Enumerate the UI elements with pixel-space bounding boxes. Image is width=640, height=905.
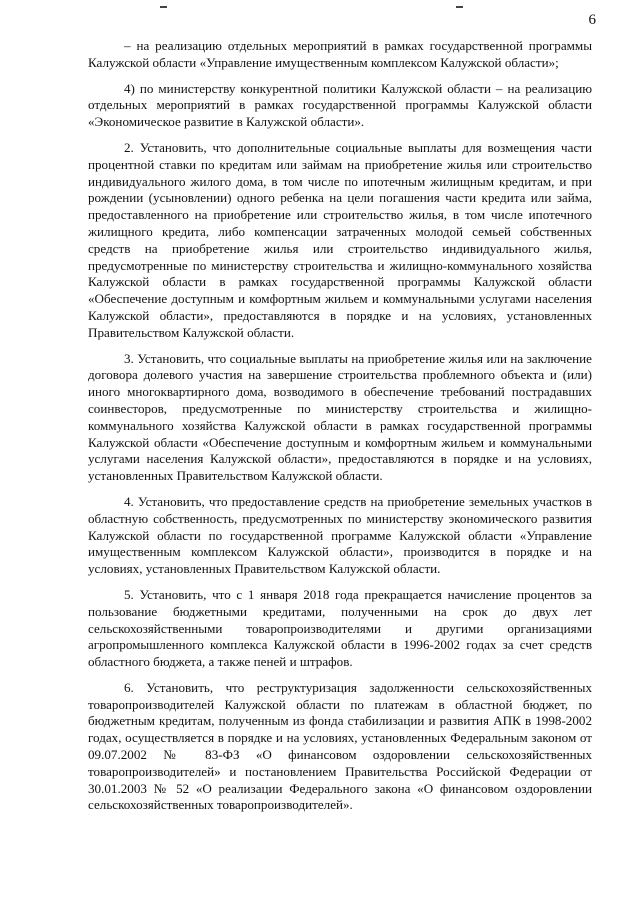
paragraph-clause-5: 5. Установить, что с 1 января 2018 года прекращается начисление процентов за пользование бюджетными кредитами, полученными на срок до двух лет сельскохозяйственными товаропроизводителями и другими организациями агропромышленного комплекса Калужской области в 1996-2002 годах за счет средств областного бюджета, а также пеней и штрафов. — [88, 586, 592, 670]
paragraph-program-property: – на реализацию отдельных мероприятий в рамках государственной программы Калужской области «Управление имущественным комплексом Калужской области»; — [88, 38, 592, 70]
page-number: 6 — [588, 12, 596, 28]
paragraph-clause-4: 4. Установить, что предоставление средств на приобретение земельных участков в областную собственность, предусмотренных по министерству экономического развития Калужской области по государственной программе Калужской области «Управление имущественным комплексом Калужской области», производится в порядке и на условиях, установленных Правительством Калужской области. — [88, 493, 592, 577]
paragraph-clause-6: 6. Установить, что реструктуризация задолженности сельскохозяйственных товаропроизводителей Калужской области по платежам в областной бюджет, по бюджетным кредитам, полученным из фонда стабилизации и развития АПК в 1998-2002 годах, осуществляется в порядке и на условиях, установленных Федеральным законом от 09.07.2002 № 83-ФЗ «О финансовом оздоровлении сельскохозяйственных товаропроизводителей» и постановлением Правительства Российской Федерации от 30.01.2003 № 52 «О реализации Федерального закона «О финансовом оздоровлении сельскохозяйственных товаропроизводителей». — [88, 679, 592, 813]
scan-mark — [456, 6, 463, 8]
paragraph-item-4-competition: 4) по министерству конкурентной политики Калужской области – на реализацию отдельных мероприятий в рамках государственной программы Калужской области «Экономическое развитие в Калужской области». — [88, 80, 592, 130]
paragraph-clause-2: 2. Установить, что дополнительные социальные выплаты для возмещения части процентной ставки по кредитам или займам на приобретение жилья или строительство индивидуального жилого дома, в том числе по ипотечным жилищным кредитам, и при рождении (усыновлении) одного ребенка на цели погашения части кредита или займа, предоставленного на приобретение или строительство жилья, в том числе ипотечного жилищного кредита, либо компенсации затраченных молодой семьей собственных средств на приобретение жилья или строительство индивидуального жилья, предусмотренные по министерству строительства и жилищно-коммунального хозяйства Калужской области в рамках государственной программы Калужской области «Обеспечение доступным и комфортным жильем и коммунальными услугами населения Калужской области», предоставляются в порядке и на условиях, установленных Правительством Калужской области. — [88, 139, 592, 340]
paragraph-clause-3: 3. Установить, что социальные выплаты на приобретение жилья или на заключение договора долевого участия на завершение строительства проблемного объекта и (или) иного многоквартирного дома, возводимого в обеспечение требований пострадавших соинвесторов, предусмотренные по министерству строительства и жилищно-коммунального хозяйства Калужской области в рамках государственной программы Калужской области «Обеспечение доступным и комфортным жильем и коммунальными услугами населения Калужской области», предоставляются в порядке и на условиях, установленных Правительством Калужской области. — [88, 350, 592, 484]
document-body — [88, 38, 592, 823]
scan-mark — [160, 6, 167, 8]
